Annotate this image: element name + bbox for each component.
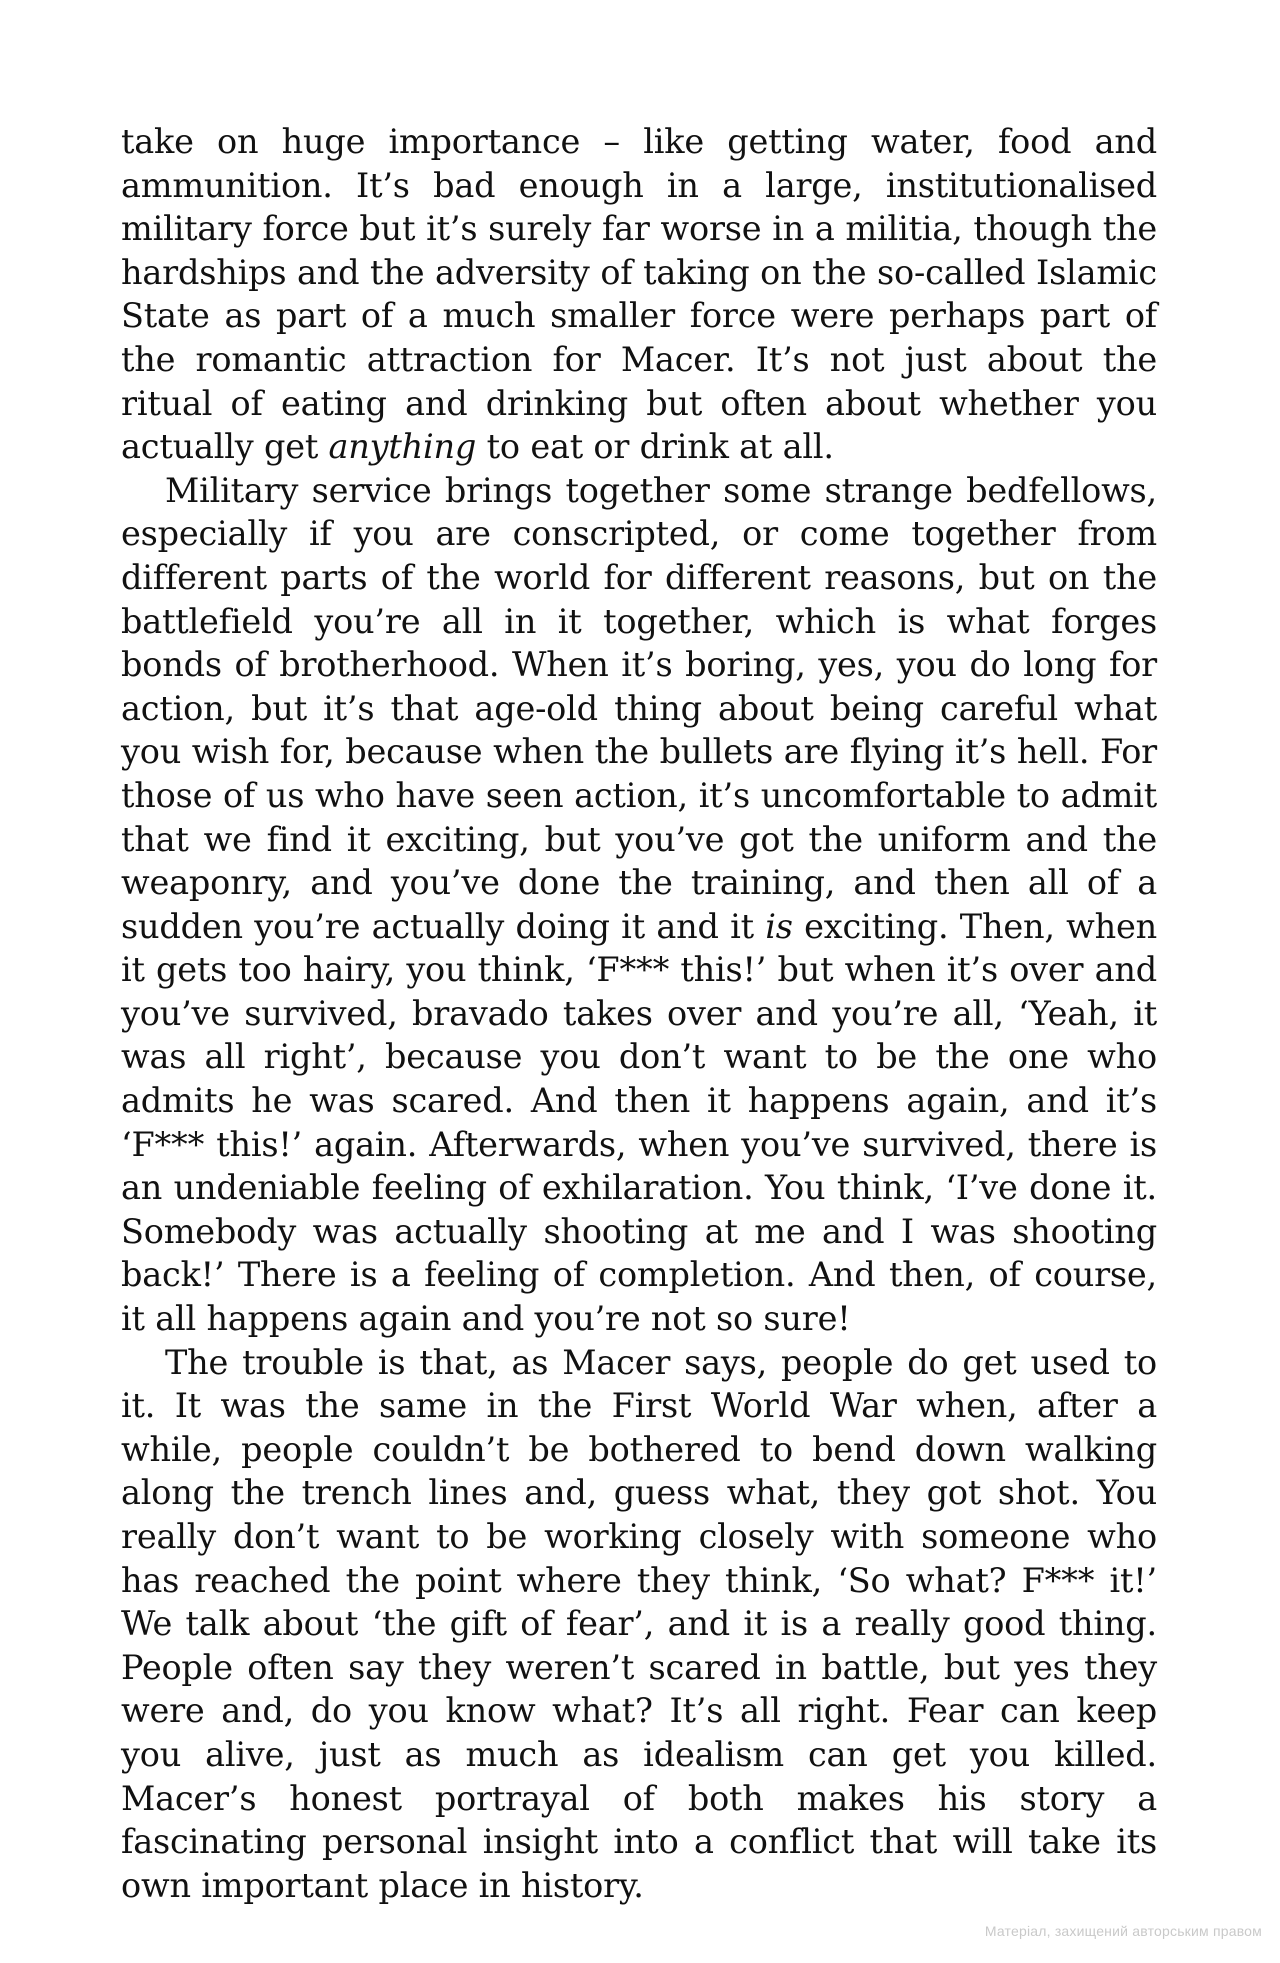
paragraph-2-text-b: exciting. Then, when it gets too hairy, you think, ‘F*** this!’ but when it’s over and you’ve survived, bravado takes over and you’re all, ‘Yeah, it was all right’, because you don’t want to be the one who admits he was scared. And then it happens again, and it’s ‘F*** this!’ again. Afterwards, when you’ve survived, there is an undeniable feeling of exhilaration. You think, ‘I’ve done it. Somebody was actually shooting at me and I was shooting back!’ There is a feeling of completion. And then, of course, it all happens again and you’re not so sure! (121, 906, 1158, 1339)
paragraph-1-italic-anything: anything (328, 427, 477, 467)
paragraph-3-text: The trouble is that, as Macer says, people do get used to it. It was the same in the First World War when, after a while, people couldn’t be bothered to bend down walking along the trench lines and, guess what, they got shot. You really don’t want to be working closely with someone who has reached the point where they think, ‘So what? F*** it!’ We talk about ‘the gift of fear’, and it is a really good thing. People often say they weren’t scared in battle, but yes they were and, do you know what? It’s all right. Fear can keep you alive, just as much as idealism can get you killed. Macer’s honest portrayal of both makes his story a fascinating personal insight into a conflict that will take its own important place in history. (121, 1342, 1157, 1905)
book-page (121, 120, 1157, 1907)
paragraph-1-text-a: take on huge importance – like getting water, food and ammunition. It’s bad enough in a large, institutionalised military force but it’s surely far worse in a militia, though the hardships and the adversity of taking on the so-called Islamic State as part of a much smaller force were perhaps part of the romantic attraction for Macer. It’s not just about the ritual of eating and drinking but often about whether you actually get (121, 122, 1157, 467)
paragraph-2-text-a: Military service brings together some strange bedfellows, especially if you are conscripted, or come together from different parts of the world for different reasons, but on the battlefield you’re all in it together, which is what forges bonds of brotherhood. When it’s boring, yes, you do long for action, but it’s that age-old thing about being careful what you wish for, because when the bullets are flying it’s hell. For those of us who have seen action, it’s uncomfortable to admit that we find it exciting, but you’ve got the uniform and the weaponry, and you’ve done the training, and then all of a sudden you’re actually doing it and it (121, 470, 1157, 946)
paragraph-1-text-b: to eat or drink at all. (476, 427, 834, 467)
paragraph-2 (121, 469, 1157, 1341)
paragraph-3 (121, 1341, 1157, 1908)
paragraph-1 (121, 120, 1157, 469)
paragraph-2-italic-is: is (765, 906, 793, 946)
copyright-watermark: Матеріал, захищений авторським правом (984, 1923, 1262, 1939)
